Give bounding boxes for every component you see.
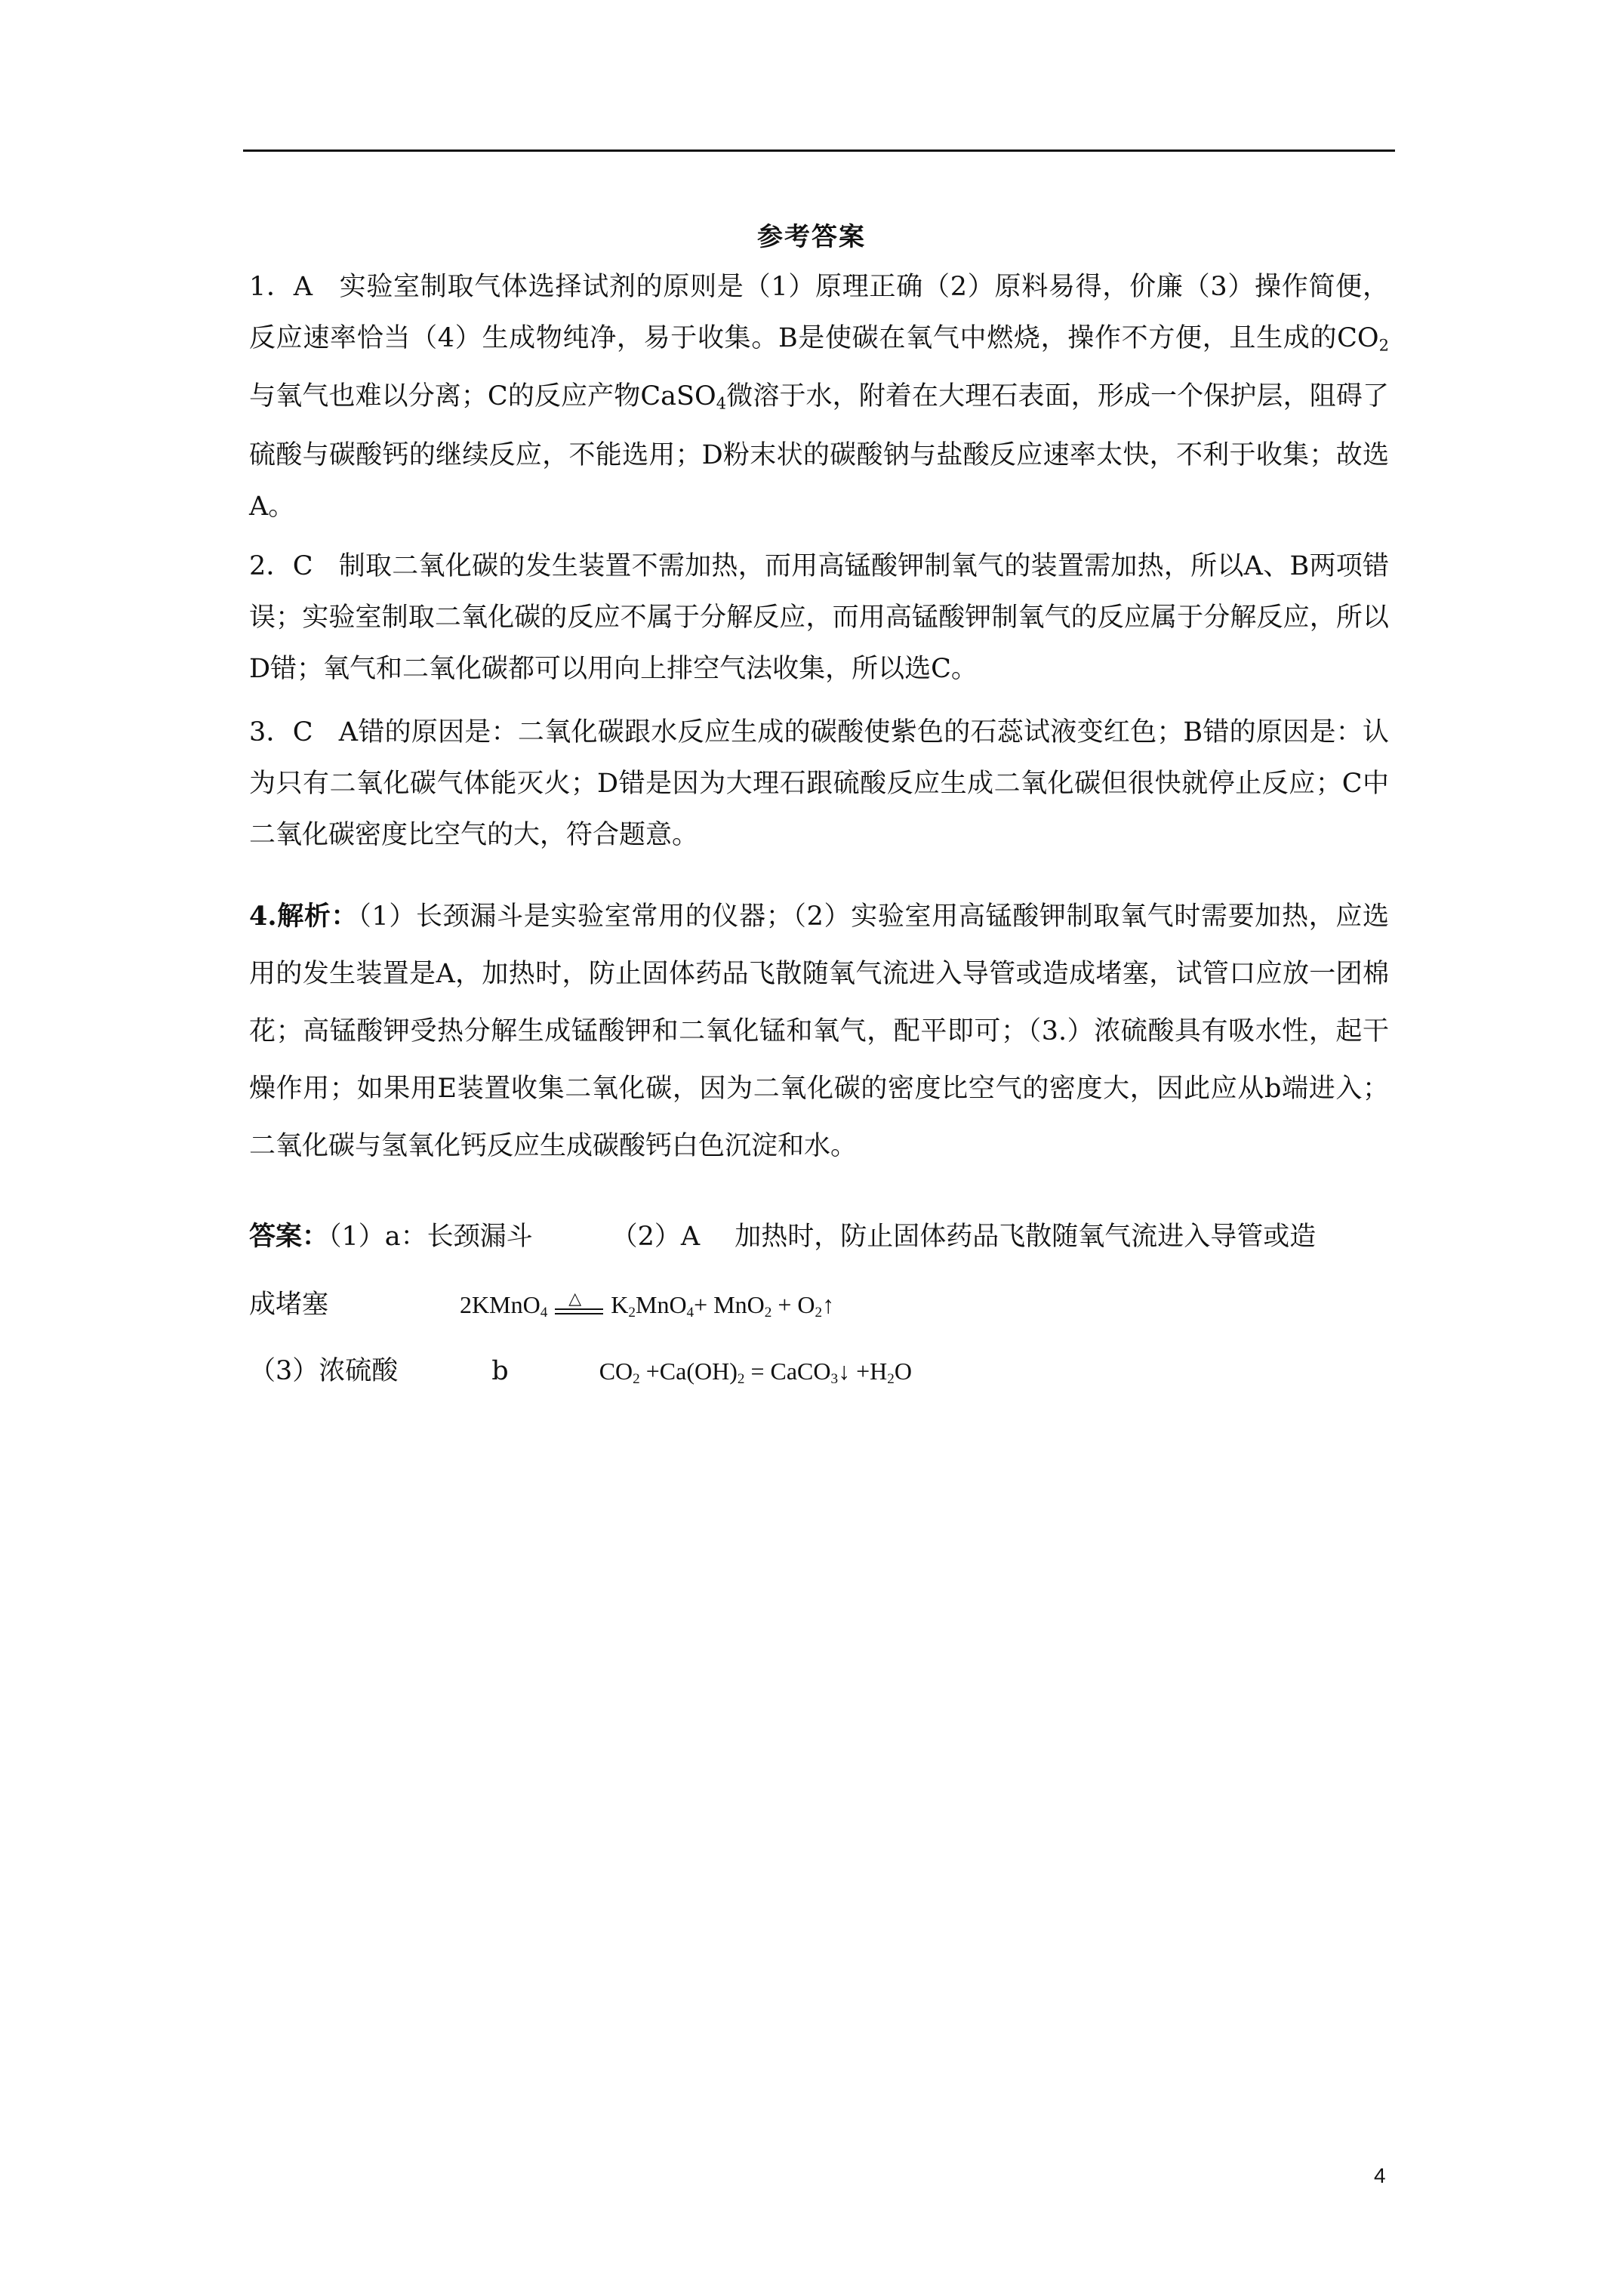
analysis-label: 4.解析： <box>249 901 359 932</box>
answer-1-text-a: 实验室制取气体选择试剂的原则是（1）原理正确（2）原料易得，价廉（3）操作简便，反应速率恰当（4）生成物纯净，易于收集。B是使碳在氧气中燃烧，操作不方便，且生成的CO <box>249 272 1389 353</box>
answer-part-1: （1）a：长颈漏斗 <box>328 1222 533 1252</box>
gas-arrow-icon: ↑ <box>822 1291 835 1318</box>
co2-subscript: 2 <box>1378 336 1389 355</box>
answer-1 <box>249 261 1389 532</box>
answer-label: 答案： <box>249 1221 329 1252</box>
answer-part-2: （2）A <box>611 1222 701 1252</box>
answer-line-1 <box>249 1216 1316 1253</box>
answer-part-2-text: 加热时，防止固体药品飞散随氧气流进入导管或造 <box>735 1222 1317 1252</box>
answer-2 <box>249 541 1389 695</box>
answer-4-analysis <box>249 888 1389 1175</box>
analysis-text: （1）长颈漏斗是实验室常用的仪器；（2）实验室用高锰酸钾制取氧气时需要加热，应选用的发生装置是A，加热时，防止固体药品飞散随氧气流进入导管或造成堵塞，试管口应放一团棉花；高锰酸钾受热分解生成锰酸钾和二氧化锰和氧气，配平即可；（3.）浓硫酸具有吸水性，起干燥作用；如果用E装置收集二氧化碳，因为二氧化碳的密度比空气的密度大，因此应从b端进入；二氧化碳与氢氧化钙反应生成碳酸钙白色沉淀和水。 <box>249 901 1389 1161</box>
answer-1-text-c: 微溶于水，附着在大理石表面，形成一个保护层，阻碍了硫酸与碳酸钙的继续反应，不能选用；D粉末状的碳酸钠与盐酸反应速率太快，不利于收集；故选A。 <box>249 381 1389 522</box>
kmno4-equation: 2KMnO$_4$ △ $K_2MnO_4+ MnO_2$ + $O_2↑$ <box>460 1288 835 1321</box>
answer-2-text: 制取二氧化碳的发生装置不需加热，而用高锰酸钾制氧气的装置需加热，所以A、B两项错误；实验室制取二氧化碳的反应不属于分解反应，而用高锰酸钾制氧气的反应属于分解反应，所以D错；氧气和二氧化碳都可以用向上排空气法收集，所以选C。 <box>249 551 1389 684</box>
answer-1-number: 1．A <box>249 272 313 302</box>
answer-part-3: （3）浓硫酸 <box>249 1356 399 1386</box>
header-rule <box>243 149 1395 152</box>
answer-2-number: 2．C <box>249 551 313 581</box>
answer-line-2-text: 成堵塞 <box>249 1290 329 1320</box>
answer-line-3 <box>249 1350 912 1388</box>
co2-limewater-equation: $CO_2 +Ca(OH)_2$ = CaCO$_3$↓ $+H_2O$ <box>599 1358 912 1387</box>
page-title: 参考答案 <box>757 222 866 252</box>
answer-1-text-b: 与氧气也难以分离；C的反应产物CaSO <box>249 381 716 412</box>
answer-3-number: 3．C <box>249 717 313 747</box>
answer-3-text: A错的原因是：二氧化碳跟水反应生成的碳酸使紫色的石蕊试液变红色；B错的原因是：认为只有二氧化碳气体能灭火；D错是因为大理石跟硫酸反应生成二氧化碳但很快就停止反应；C中二氧化碳密度比空气的大，符合题意。 <box>249 717 1389 850</box>
answer-line-2 <box>249 1284 834 1321</box>
heat-condition-sign: △ <box>555 1296 603 1319</box>
answer-part-3-b: b <box>491 1356 509 1386</box>
page-number: 4 <box>1374 2164 1386 2187</box>
caso4-subscript: 4 <box>716 394 727 413</box>
answer-3 <box>249 707 1389 861</box>
precipitate-arrow-icon: ↓ <box>838 1358 851 1385</box>
